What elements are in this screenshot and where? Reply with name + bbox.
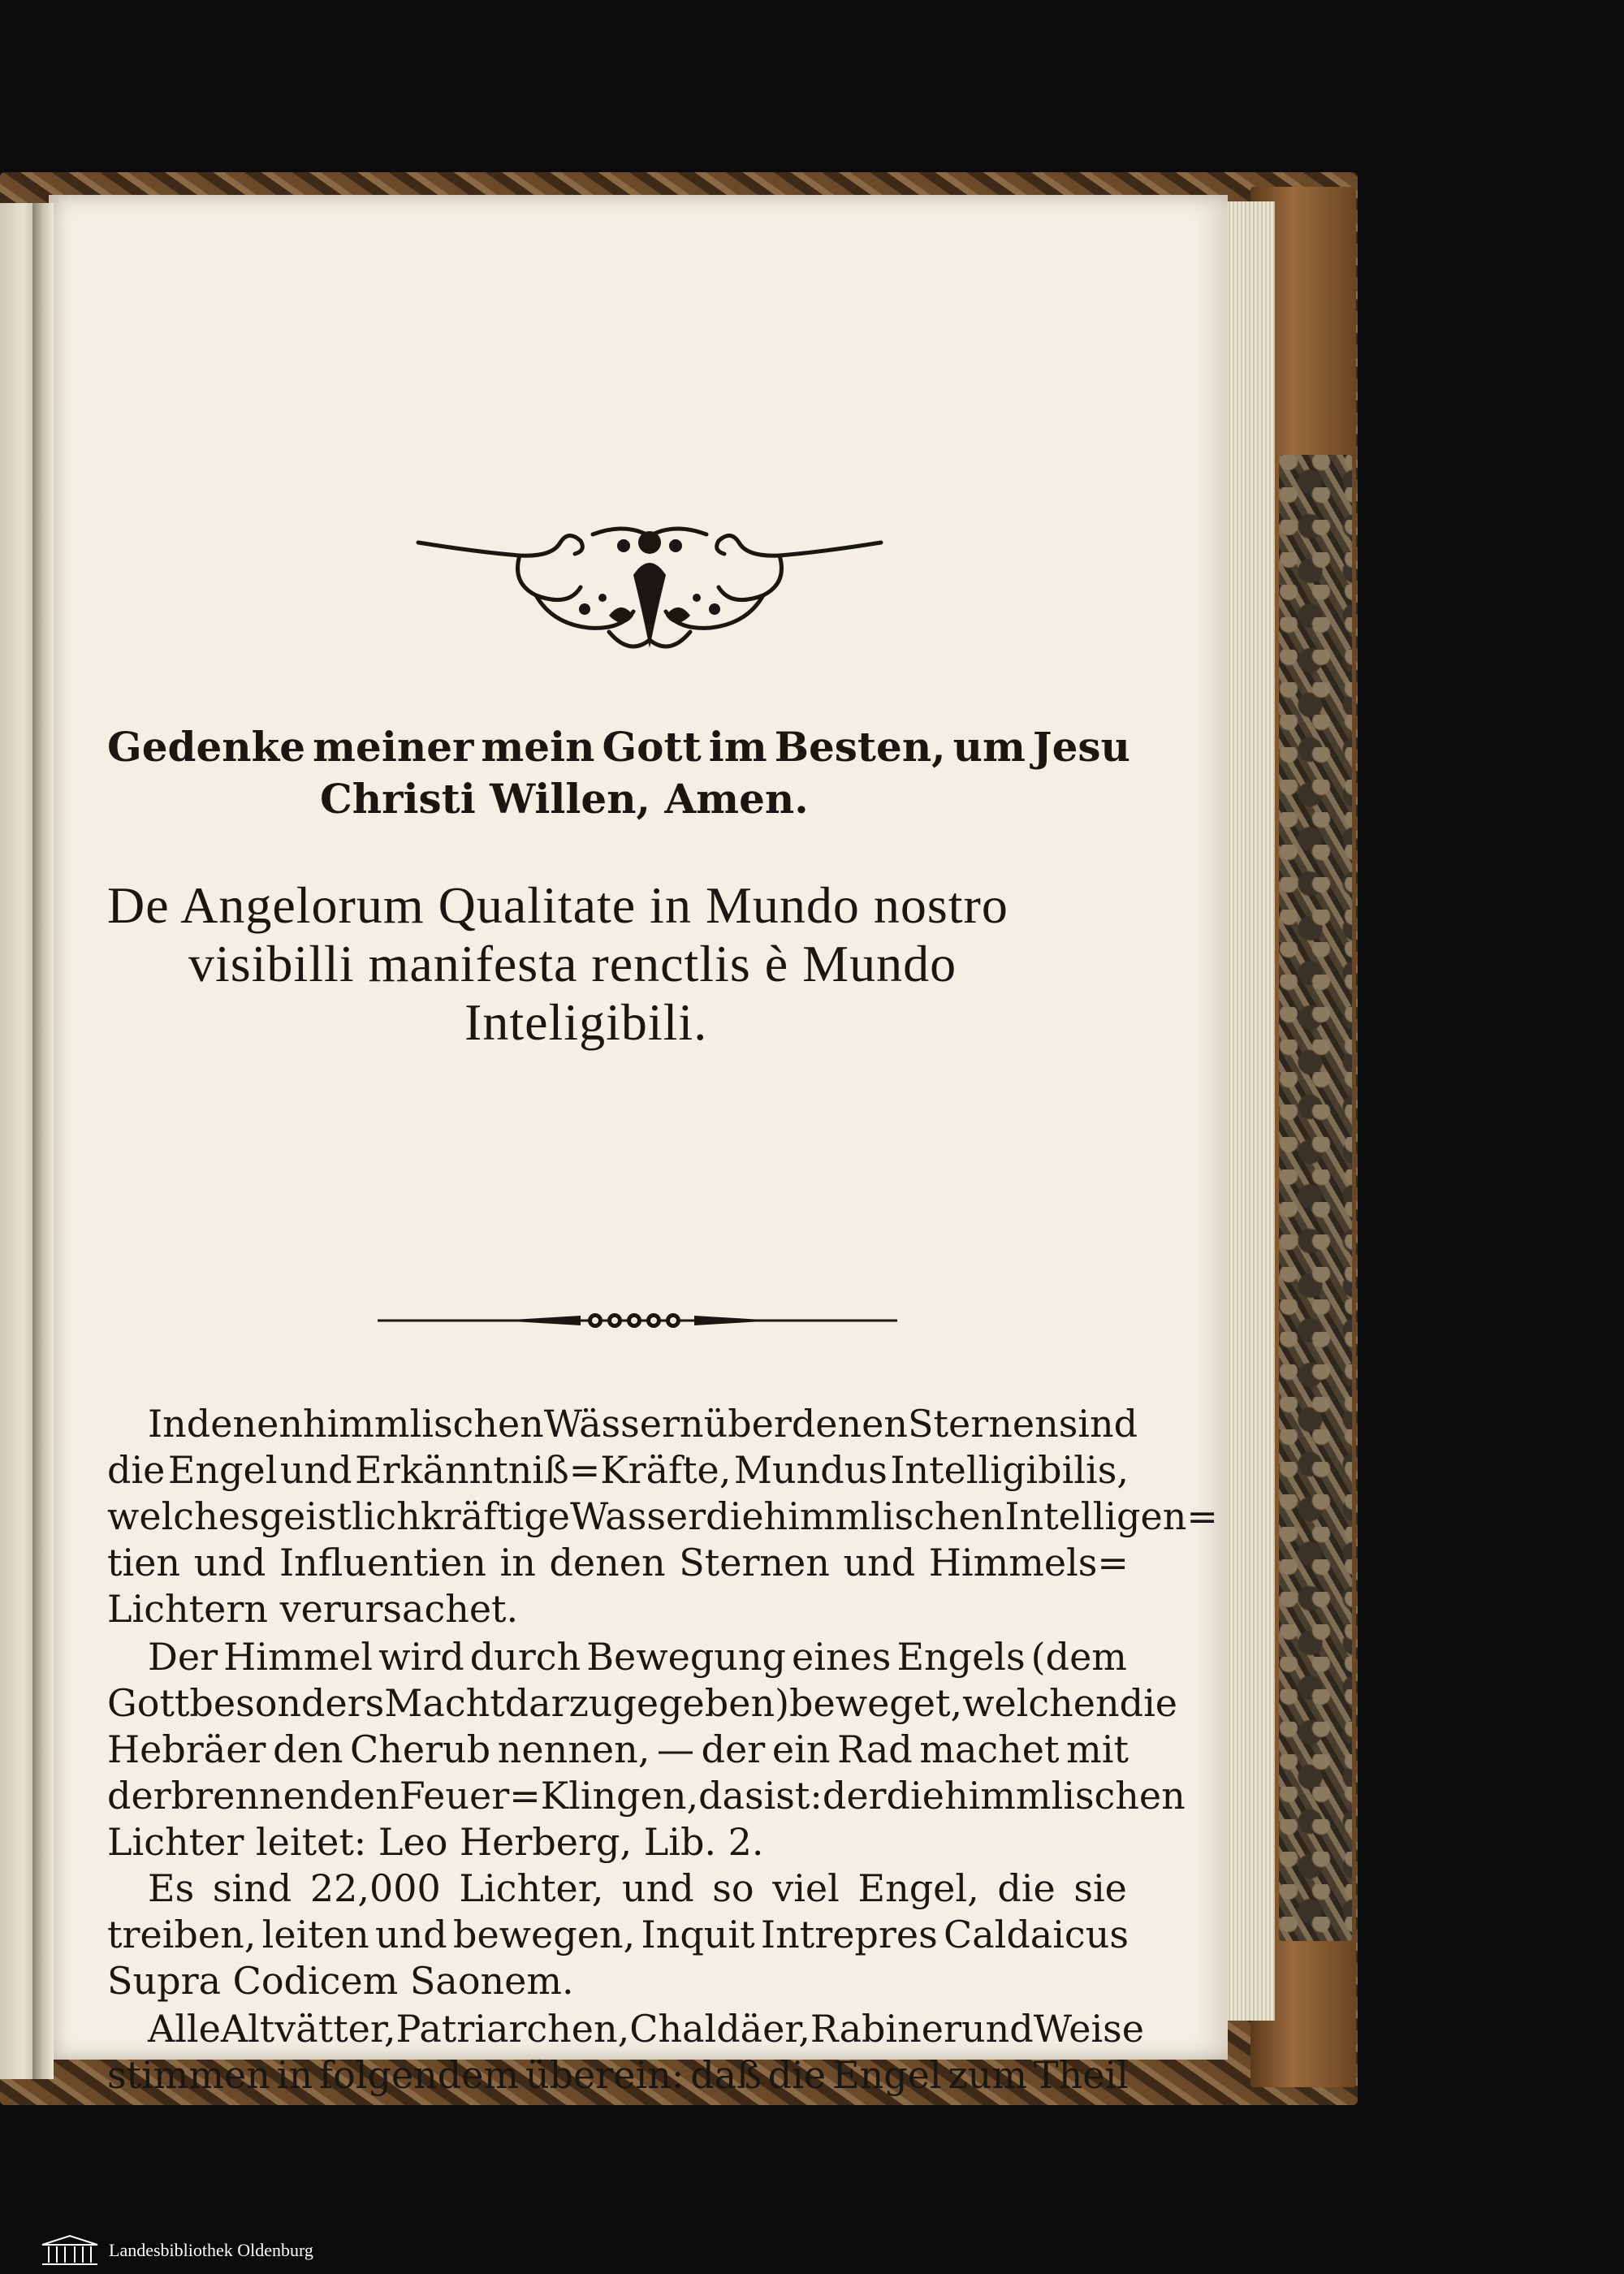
latin-title-line-2: visibilli manifesta renctlis è Mundo — [188, 935, 957, 992]
body-line-6: Der Himmel wird durch Bewegung eines Engels (dem — [148, 1635, 1127, 1679]
divider-rule — [378, 1308, 897, 1334]
heading-line-1: Gedenke meiner mein Gott im Besten, um Jesu — [107, 723, 1130, 771]
body-line-12: treiben, leiten und bewegen, Inquit Intrepres Caldaicus — [107, 1913, 1129, 1956]
body-line-4: tien und Influentien in denen Sternen und Himmels= — [107, 1541, 1129, 1584]
body-line-9: der brennenden Feuer=Klingen, das ist: der die himmlischen — [107, 1774, 1186, 1818]
body-line-1: In denen himmlischen Wässern über denen Sternen sind — [148, 1402, 1138, 1446]
marbled-endpaper — [1279, 455, 1352, 1941]
latin-title-line-1: De Angelorum Qualitate in Mundo nostro — [107, 876, 1009, 934]
book-page — [49, 195, 1228, 2097]
flourish-ornament-icon — [414, 518, 885, 660]
body-line-2: die Engel und Erkänntniß=Kräfte, Mundus Intelligibilis, — [107, 1448, 1129, 1492]
body-line-14: Alle Altvätter, Patriarchen, Chaldäer, Rabiner und Weise — [148, 2007, 1144, 2051]
footer-library-name[interactable]: Landesbibliothek Oldenburg — [109, 2240, 313, 2260]
body-line-7: Gott besonders Macht darzu gegeben) beweget, welchen die — [107, 1681, 1178, 1725]
body-line-11: Es sind 22,000 Lichter, und so viel Engel, die sie — [148, 1866, 1127, 1910]
book-gutter — [32, 203, 54, 2079]
body-line-8: Hebräer den Cherub nennen, — der ein Rad machet mit — [107, 1727, 1129, 1771]
body-line-3: welches geistlich kräftige Wasser die himmlischen Intelligen= — [107, 1494, 1218, 1538]
body-line-15: stimmen in folgendem überein: daß die Engel zum Theil — [107, 2053, 1129, 2097]
body-line-5: Lichtern verursachet. — [107, 1587, 519, 1631]
heading-line-2: Christi Willen, Amen. — [320, 775, 809, 823]
latin-title-line-3: Inteligibili. — [464, 993, 708, 1051]
library-building-icon — [39, 2233, 101, 2268]
body-line-10: Lichter leitet: Leo Herberg, Lib. 2. — [107, 1820, 764, 1864]
body-line-13: Supra Codicem Saonem. — [107, 1959, 574, 2003]
